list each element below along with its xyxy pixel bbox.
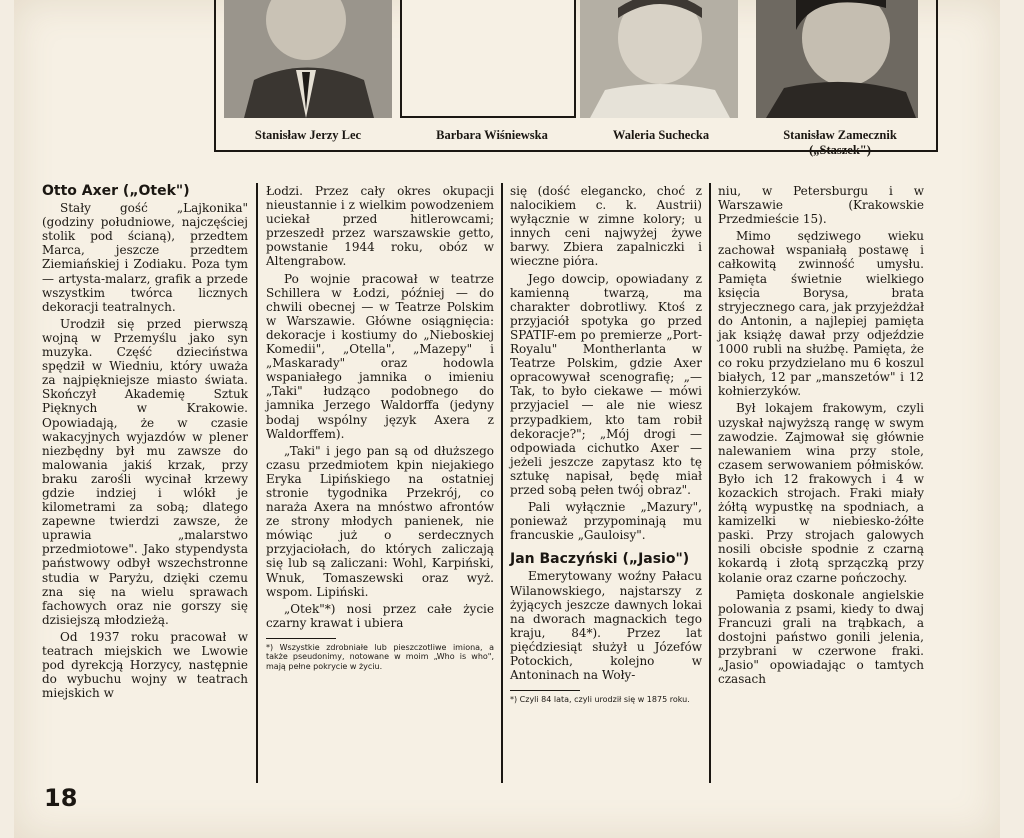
paragraph: Pali wyłącznie „Mazury", ponieważ przypominają mu francuskie „Gauloisy". [510,500,702,543]
column-rule-2 [501,183,503,783]
column-4 [718,184,924,686]
paragraph: Mimo sędziwego wieku zachował wspaniałą postawę i całkowitą zwinność umysłu. Pamięta świetnie wielkiego księcia Borysa, brata stryjecznego cara, jak przyjeżdżał do Antonin, a najlepiej pamięta jak książę dawał przy odjeździe 1000 rubli na służbę. Pamięta, że co roku przydzielano mu 6 koszul białych, 12 par „manszetów" i 12 kołnierzyków. [718,229,924,399]
paragraph: Od 1937 roku pracował w teatrach miejskich we Lwowie pod dyrekcją Horzycy, następnie do wybuchu wojny w teatrach miejskich w [42,629,248,701]
section-heading-axer: Otto Axer („Otek") [42,183,190,199]
paragraph: Urodził się przed pierwszą wojną w Przemyślu jako syn muzyka. Część dzieciństwa spędził w Wiedniu, który uważa za najpiękniejsze miasto świata. Skończył Akademię Sztuk Pięknych w Krakowie. Opowiadają, że w czasie wakacyjnych wyjazdów w plener niezbędny był mu zawsze do malowania jakiś krzak, przy braku zarośli wycinał krzewy gdzie indziej i wlókł je kilometrami za sobą; dlatego zapewne twierdzi zawsze, że uprawia „malarstwo przedmiotowe". Jako stypendysta państwowy odbył wszechstronne studia w Paryżu, dzięki czemu zna się na wielu sprawach fachowych oraz nie gorszy się dzisiejszą młodzieżą. [42,316,248,627]
paragraph: niu, w Petersburgu i w Warszawie (Krakowskie Przedmieście 15). [718,184,924,227]
caption-wisniewska: Barbara Wiśniewska [436,128,548,142]
column-2 [266,184,494,671]
column-1 [42,184,248,700]
paragraph: Był lokajem frakowym, czyli uzyskał najwyższą rangę w swym zawodzie. Zajmował się głównie nalewaniem wina przy stole, czasem serwowaniem półmisków. Było ich 12 frakowych i 4 w kozackich strojach. Fraki miały żółtą wypustkę na spodniach, a kamizelki w niebiesko-żółte paski. Przy strojach galowych nosili obcisłe spodnie z czarną kokardą i złotą sprzączką przy kolanie oraz czarne pończochy. [718,401,924,585]
paragraph: „Taki" i jego pan są od dłuższego czasu przedmiotem kpin niejakiego Eryka Lipińskiego na ostatniej stronie tygodnika Przekrój, co naraża Axera na mnóstwo afrontów ze strony młodych panienek, nie mówiąc już o serdecznych przyjaciołach, do których zaliczają się lub są zaliczani: Wohl, Karpiński, Wnuk, Tomaszewski oraz wyż. wspom. Lipiński. [266,443,494,599]
paragraph: się (dość elegancko, choć z nalocikiem c. k. Austrii) wyłącznie w zimne kolory; u innych ceni najwyżej żywe barwy. Zbiera zapalniczki i wieczne pióra. [510,184,702,269]
paragraph: Stały gość „Lajkonika" (godziny południowe, najczęściej stolik pod ścianą), przedtem Marca, jeszcze przedtem Ziemiańskiej i Zodiaku. Poza tym — artysta-malarz, grafik a przede wszystkim twórca licznych dekoracji teatralnych. [42,201,248,314]
footnote-rule [266,638,336,639]
column-rule-1 [256,183,258,783]
portrait-suchecka [580,0,738,118]
page-number: 18 [44,784,78,812]
footnote: *) Czyli 84 lata, czyli urodził się w 1875 roku. [510,695,690,705]
paragraph: Pamięta doskonale angielskie polowania z psami, kiedy to dwaj Francuzi grali na trąbkach, a dostojni państwo gonili jelenia, przybrani w czerwone fraki. „Jasio" opowiadając o tamtych czasach [718,587,924,687]
portrait-wisniewska-placeholder [400,0,576,118]
column-rule-3 [709,183,711,783]
magazine-page [14,0,1000,838]
caption-zamecznik-name: Stanisław Zamecznik [783,128,897,142]
portrait-lec [224,0,392,118]
section-heading-baczynski: Jan Baczyński („Jasio") [510,551,690,568]
paragraph: Łodzi. Przez cały okres okupacji nieustannie i z wielkim powodzeniem uciekał przed hitlerowcami; przeszedł przez warszawskie getto, powstanie 1944 roku, obóz w Altengrabow. [266,184,494,269]
portrait-zamecznik [756,0,918,118]
paragraph: Jego dowcip, opowiadany z kamienną twarzą, ma charakter dobrotliwy. Ktoś z przyjaciół spotyka go przed SPATIF-em po premierze „Port-Royalu" Montherlanta w Teatrze Polskim, gdzie Axer opracowywał scenografię; „— Tak, to było ciekawe — mówi przyjaciel — ale nie wiesz przypadkiem, kto tam robił dekoracje?"; „Mój drogi — odpowiada cichutko Axer — jeżeli jeszcze zapytasz kto tę sztukę napisał, będę miał przed sobą pełen twój obraz". [510,271,702,497]
column-3 [510,184,702,705]
caption-zamecznik [754,128,926,158]
caption-suchecka: Waleria Suchecka [612,128,710,142]
paragraph: Po wojnie pracował w teatrze Schillera w Łodzi, później — do chwili obecnej — w Teatrze Polskim w Warszawie. Główne osiągnięcia: dekoracje i kostiumy do „Nieboskiej Komedii", „Otella", „Mazepy" i „Maskarady" oraz hodowla wspaniałego jamnika o imieniu „Taki" łudząco podobnego do jamnika Jerzego Waldorffa (jedyny bodaj wspólny język Axera z Waldorffem). [266,271,494,441]
paragraph: Emerytowany woźny Pałacu Wilanowskiego, najstarszy z żyjących jeszcze dawnych lokai na dworach magnackich tego kraju, 84*). Przez lat pięćdziesiąt służył u Józefów Potockich, kolejno w Antoninach na Woły- [510,569,702,683]
caption-lec: Stanisław Jerzy Lec [254,128,362,142]
paragraph: „Otek"*) nosi przez całe życie czarny krawat i ubiera [266,601,494,630]
footnote: *) Wszystkie zdrobniałe lub pieszczotliwe imiona, a także pseudonimy, notowane w moim „Who is who", mają pełne pokrycie w życiu. [266,642,494,671]
caption-zamecznik-nickname: („Staszek") [809,143,871,157]
footnote-rule [510,690,580,691]
